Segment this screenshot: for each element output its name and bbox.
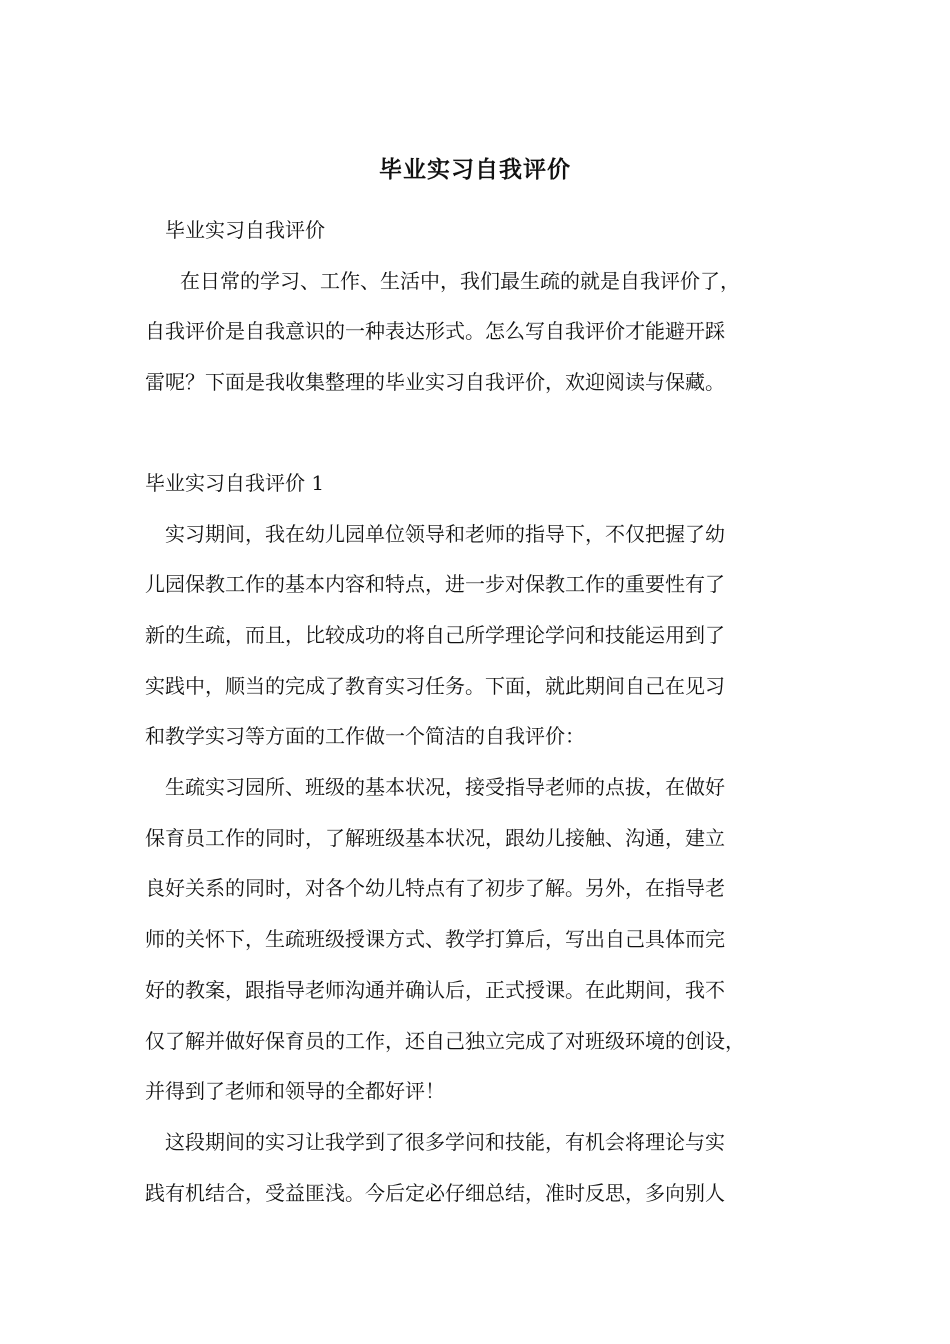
intro-line: 雷呢？下面是我收集整理的毕业实习自我评价，欢迎阅读与保藏。: [145, 370, 725, 395]
paragraph-line: 保育员工作的同时，了解班级基本状况，跟幼儿接触、沟通，建立: [145, 825, 725, 850]
intro-line: 在日常的学习、工作、生活中，我们最生疏的就是自我评价了，: [180, 268, 740, 293]
paragraph-line: 好的教案，跟指导老师沟通并确认后，正式授课。在此期间，我不: [145, 977, 725, 1002]
paragraph-line: 实习期间，我在幼儿园单位领导和老师的指导下，不仅把握了幼: [165, 521, 725, 546]
document-body: [145, 205, 825, 1218]
paragraph-line: 这段期间的实习让我学到了很多学问和技能，有机会将理论与实: [165, 1129, 725, 1154]
section-heading: 毕业实习自我评价 1: [145, 470, 325, 495]
document-title: 毕业实习自我评价: [379, 156, 571, 183]
intro-line: 自我评价是自我意识的一种表达形式。怎么写自我评价才能避开踩: [145, 319, 725, 344]
paragraph-line: 实践中，顺当的完成了教育实习任务。下面，就此期间自己在见习: [145, 673, 725, 698]
paragraph-line: 良好关系的同时，对各个幼儿特点有了初步了解。另外，在指导老: [145, 876, 725, 901]
paragraph-line: 践有机结合，受益匪浅。今后定必仔细总结，准时反思，多向别人: [145, 1180, 725, 1205]
document-subtitle: 毕业实习自我评价: [165, 218, 325, 242]
paragraph-line: 仅了解并做好保育员的工作，还自己独立完成了对班级环境的创设，: [145, 1028, 745, 1053]
paragraph-line: 儿园保教工作的基本内容和特点，进一步对保教工作的重要性有了: [145, 572, 725, 597]
paragraph-line: 新的生疏，而且，比较成功的将自己所学理论学问和技能运用到了: [145, 622, 725, 647]
paragraph-line: 和教学实习等方面的工作做一个简洁的自我评价：: [145, 724, 585, 749]
paragraph-line: 并得到了老师和领导的全都好评！: [145, 1079, 445, 1104]
paragraph-gap: [145, 408, 825, 458]
paragraph-line: 师的关怀下，生疏班级授课方式、教学打算后，写出自己具体而完: [145, 927, 725, 952]
paragraph-line: 生疏实习园所、班级的基本状况，接受指导老师的点拔，在做好: [165, 775, 725, 800]
